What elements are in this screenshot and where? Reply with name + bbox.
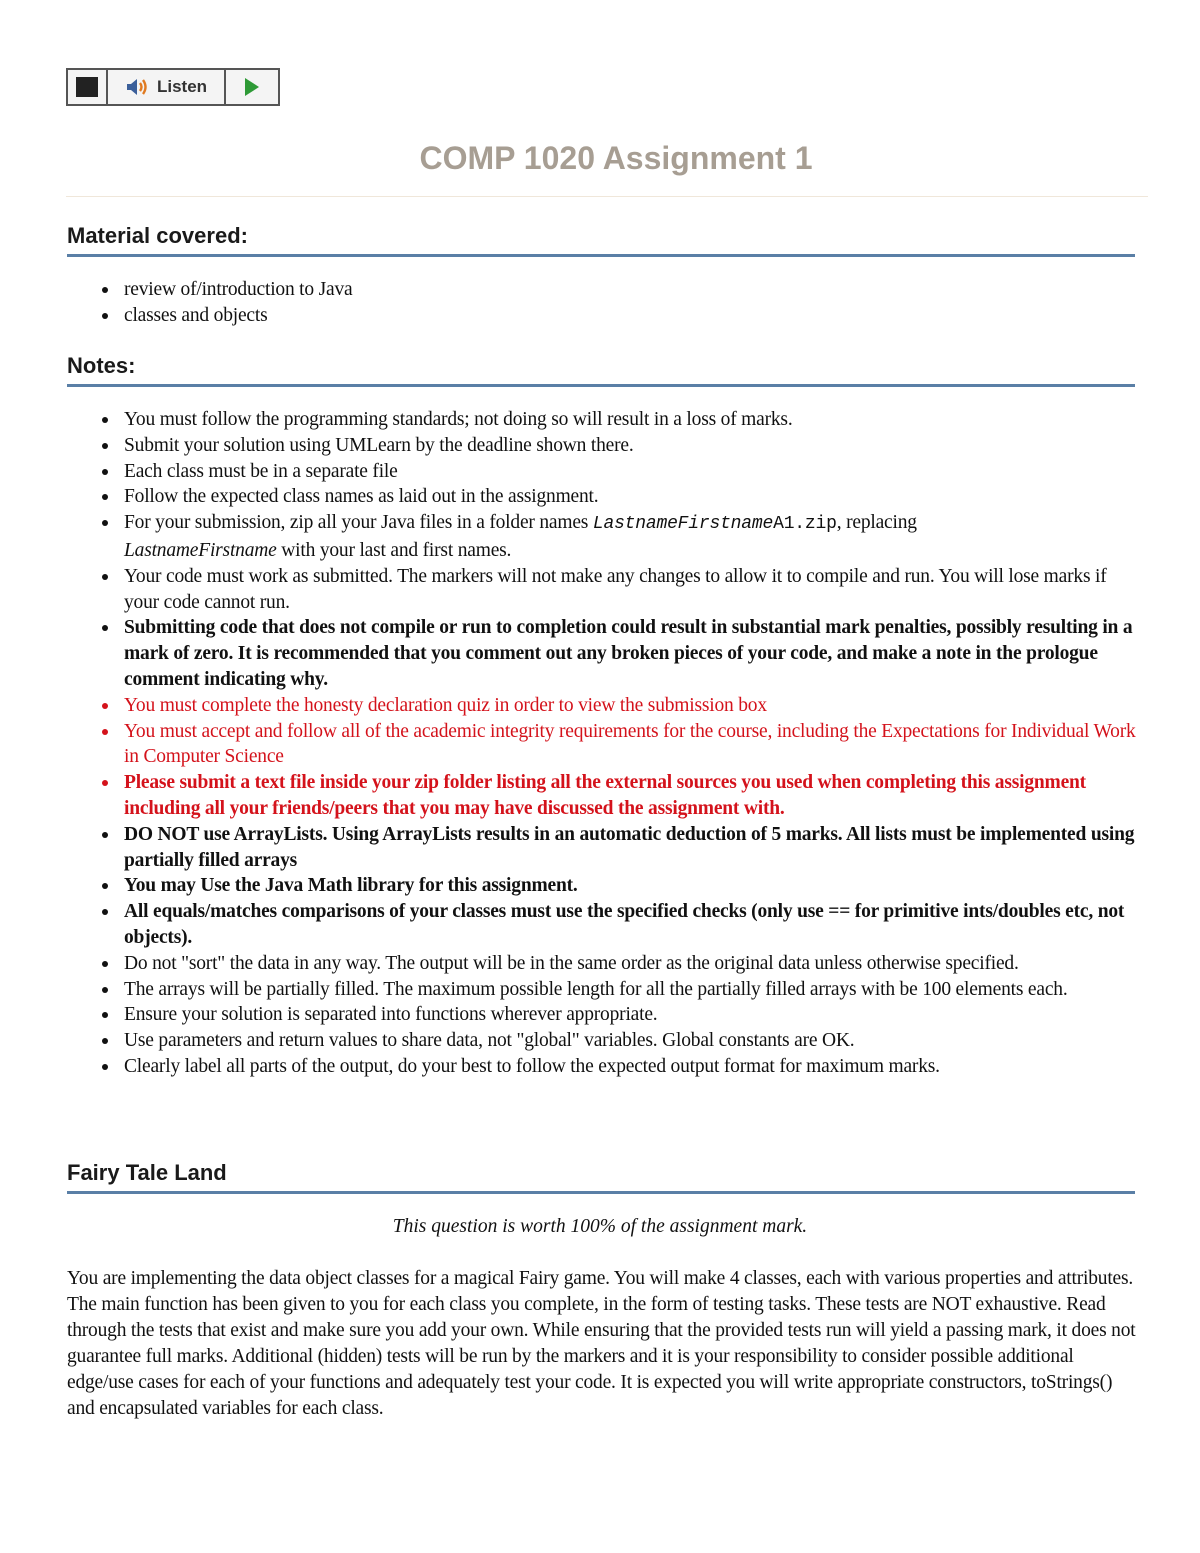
- notes-heading: Notes:: [67, 352, 1135, 387]
- list-item: The arrays will be partially filled. The maximum possible length for all the partially filled arrays with be 100 elements each.: [0, 977, 1200, 1003]
- list-item: Your code must work as submitted. The markers will not make any changes to allow it to compile and run. You will lose marks if your code cannot run.: [0, 564, 1200, 616]
- list-item: Do not "sort" the data in any way. The output will be in the same order as the original data unless otherwise specified.: [0, 951, 1200, 977]
- list-item: Ensure your solution is separated into functions wherever appropriate.: [0, 1002, 1200, 1028]
- list-item: You may Use the Java Math library for this assignment.: [0, 873, 1200, 899]
- listen-label: Listen: [156, 77, 208, 96]
- list-item: Submit your solution using UMLearn by the deadline shown there.: [0, 433, 1200, 459]
- list-item: Use parameters and return values to share data, not "global" variables. Global constants are OK.: [0, 1028, 1200, 1054]
- fairy-intro: You are implementing the data object classes for a magical Fairy game. You will make 4 classes, each with various properties and attributes. The main function has been given to you for each class you complete, in the form of testing tasks. These tests are NOT exhaustive. Read through the tests that exist and make sure you add your own. While ensuring that the provided tests run will yield a passing mark, it does not guarantee full marks. Additional (hidden) tests will be run by the markers and it is your responsibility to consider possible additional edge/use cases for each of your functions and adequately test your code. It is expected you will write appropriate constructors, toStrings() and encapsulated variables for each class.: [67, 1268, 1136, 1419]
- list-item: Follow the expected class names as laid out in the assignment.: [0, 484, 1200, 510]
- play-icon: [245, 78, 259, 96]
- material-heading: Material covered:: [67, 222, 1135, 257]
- list-item: Clearly label all parts of the output, do your best to follow the expected output format for maximum marks.: [0, 1054, 1200, 1080]
- listen-button[interactable]: [108, 70, 226, 104]
- question-worth: This question is worth 100% of the assignment mark.: [392, 1216, 808, 1237]
- fairy-heading: Fairy Tale Land: [67, 1159, 1135, 1194]
- list-item: review of/introduction to Java: [0, 277, 1200, 303]
- list-item: You must accept and follow all of the academic integrity requirements for the course, including the Expectations for Individual Work in Computer Science: [0, 719, 1200, 771]
- list-item: classes and objects: [0, 303, 1200, 329]
- list-item: You must complete the honesty declaration quiz in order to view the submission box: [0, 693, 1200, 719]
- zip-italic: LastnameFirstname: [124, 539, 277, 561]
- page-title: COMP 1020 Assignment 1: [419, 140, 813, 176]
- title-divider: [66, 196, 1148, 197]
- zip-text-post: with your last and first names.: [276, 539, 512, 561]
- material-list: [0, 277, 1200, 329]
- zip-text-mid: , replacing: [836, 512, 917, 534]
- list-item: DO NOT use ArrayLists. Using ArrayLists results in an automatic deduction of 5 marks. All lists must be implemented using partially filled arrays: [0, 822, 1200, 874]
- list-item: Please submit a text file inside your zip folder listing all the external sources you used when completing this assignment including all your friends/peers that you may have discussed the assignment with.: [0, 770, 1200, 822]
- list-item: You must follow the programming standards; not doing so will result in a loss of marks.: [0, 407, 1200, 433]
- speaker-icon: [125, 77, 151, 97]
- stop-button[interactable]: [68, 70, 108, 104]
- list-item: All equals/matches comparisons of your classes must use the specified checks (only use == for primitive ints/doubles etc, not objects).: [0, 899, 1200, 951]
- zip-filename: [593, 514, 837, 534]
- listen-toolbar: [66, 68, 280, 106]
- list-item: Submitting code that does not compile or run to completion could result in substantial mark penalties, possibly resulting in a mark of zero. It is recommended that you comment out any broken pieces of your code, and make a note in the prologue comment indicating why.: [0, 615, 1200, 692]
- zip-filename-suffix: A1.zip: [773, 514, 837, 535]
- list-item: Each class must be in a separate file: [0, 459, 1200, 485]
- notes-list: [0, 407, 1200, 1080]
- list-item: [0, 510, 1200, 564]
- stop-icon: [76, 77, 98, 97]
- play-button[interactable]: [226, 70, 278, 104]
- zip-text: For your submission, zip all your Java files in a folder names: [124, 512, 593, 534]
- zip-filename-italic: LastnameFirstname: [592, 514, 774, 535]
